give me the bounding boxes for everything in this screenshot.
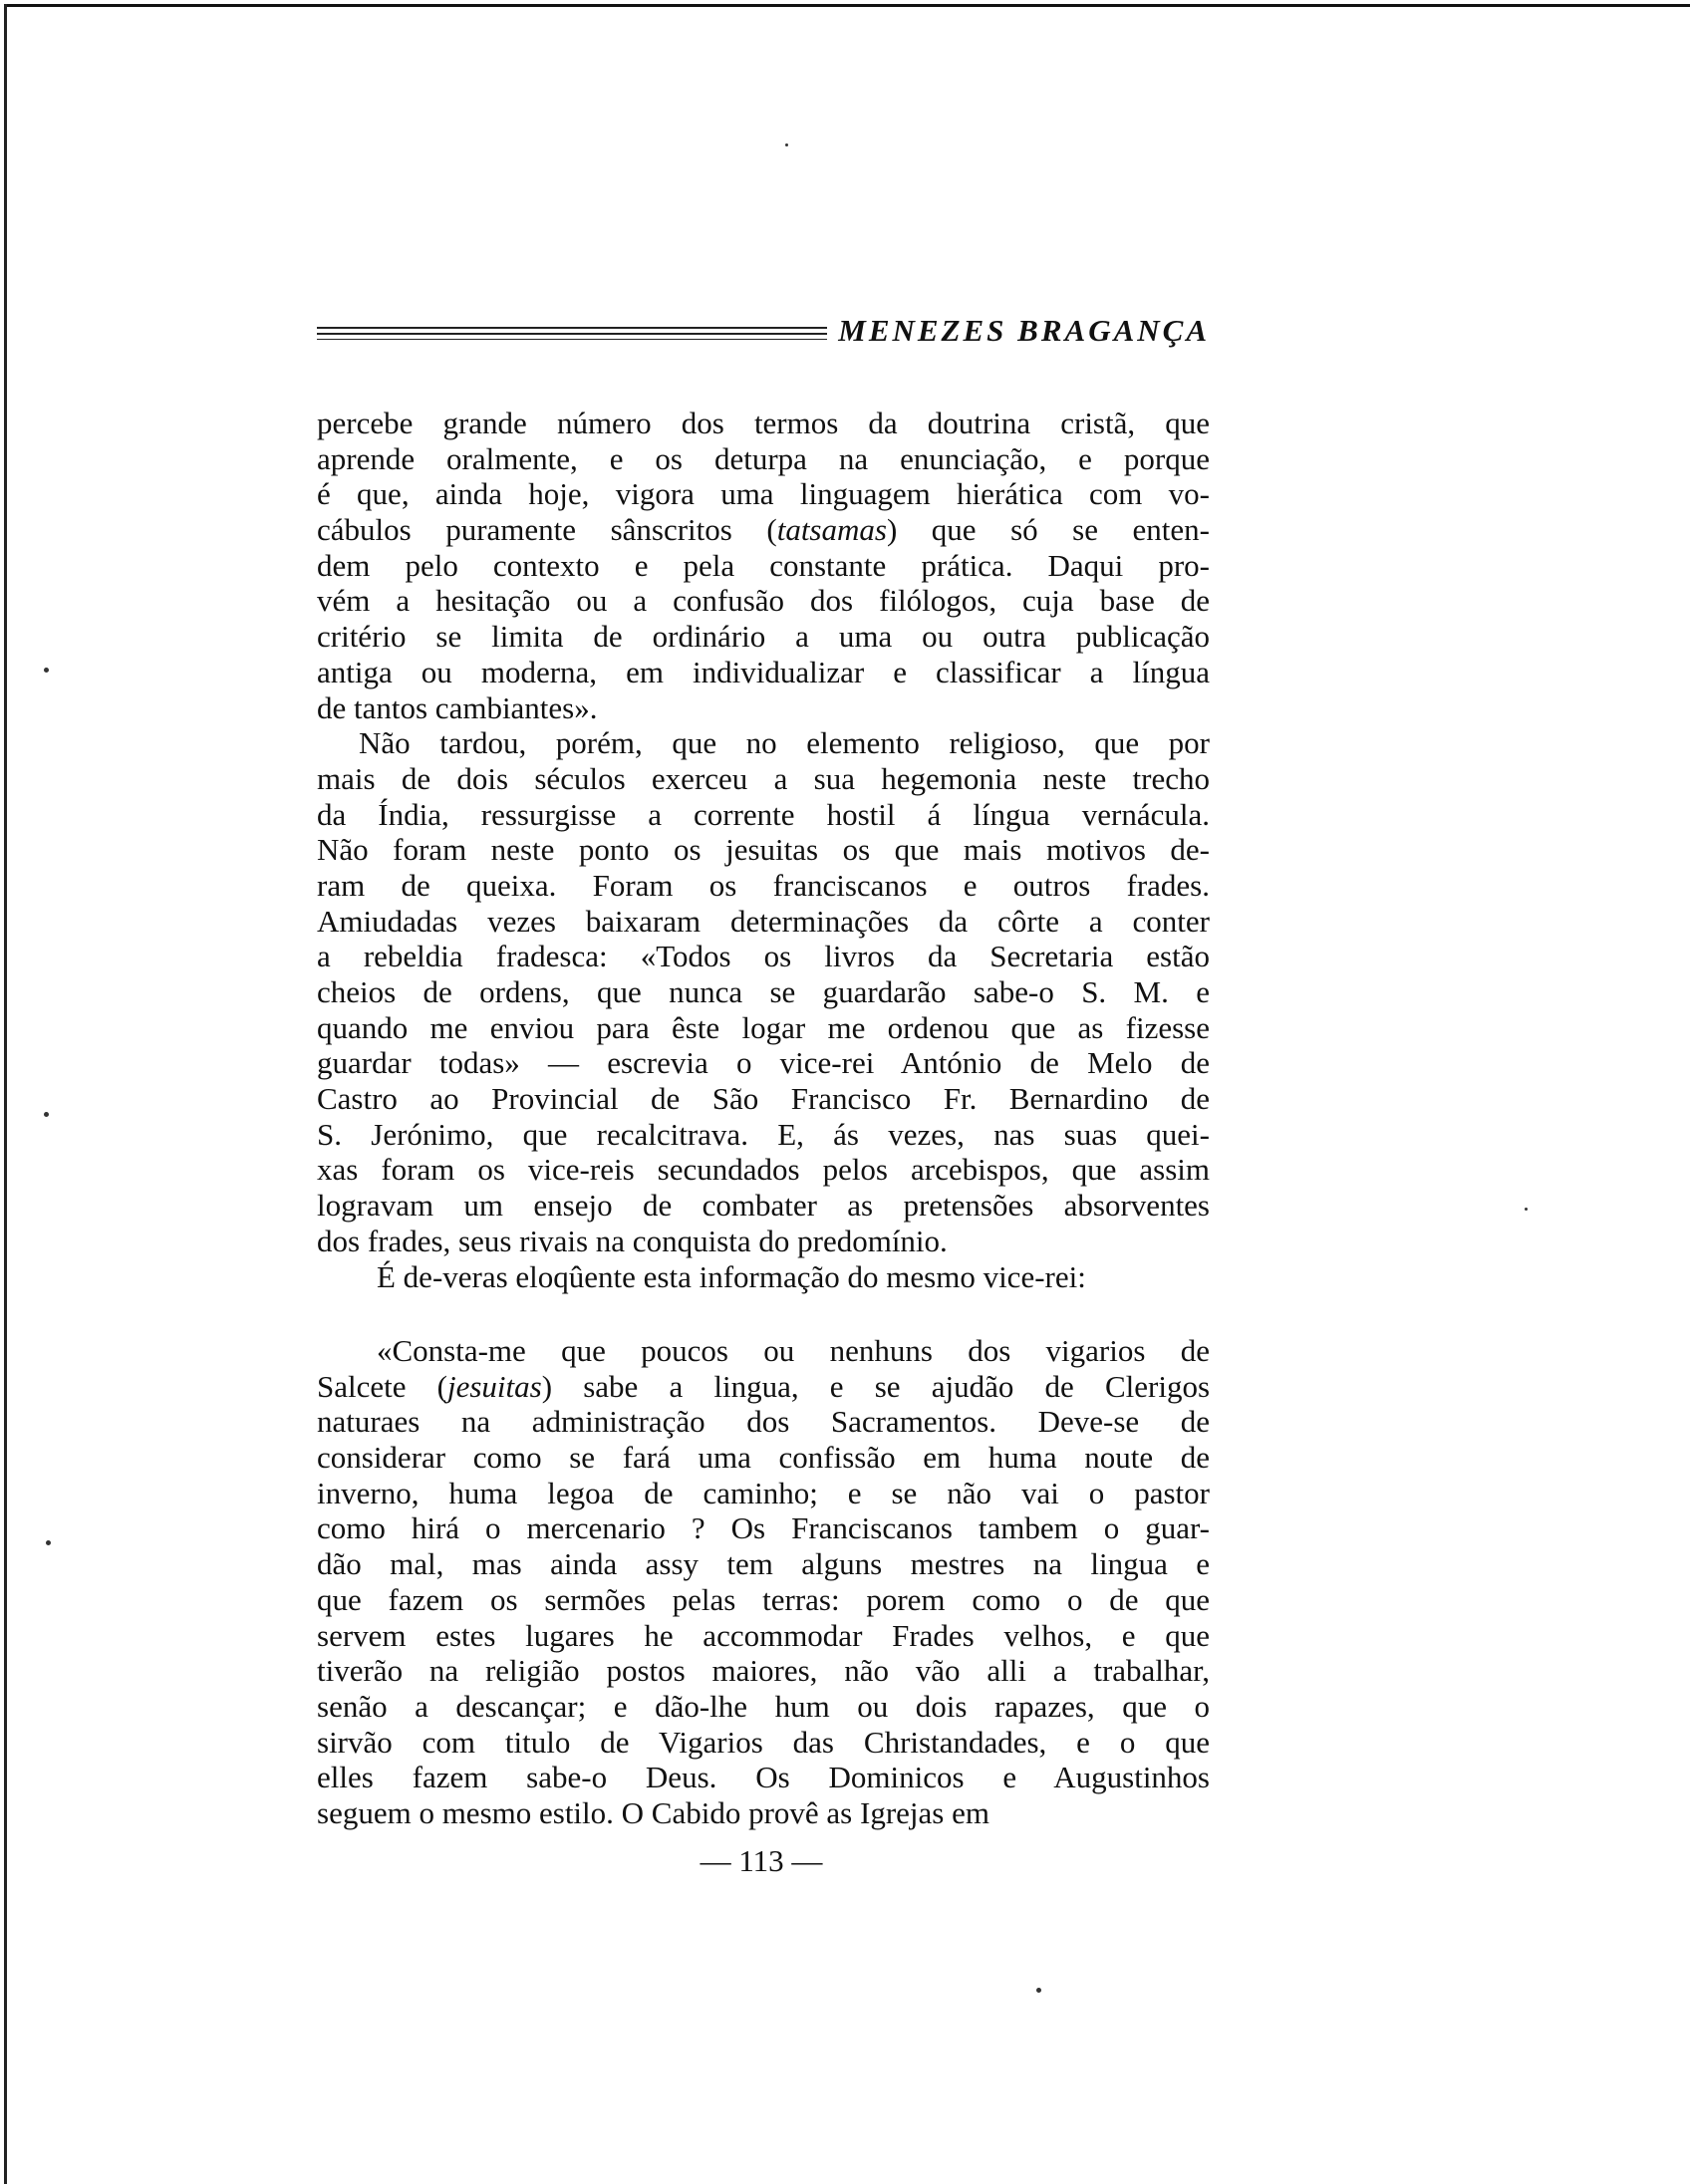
text-run: Não foram neste ponto os jesuitas os que mais motivos de- [317,832,1210,868]
text-run: Não tardou, porém, que no elemento religioso, que por [359,725,1210,761]
text-run: sirvão com titulo de Vigarios das Christandades, e o que [317,1724,1210,1760]
scan-speck [44,1112,49,1117]
text-line [317,1081,1210,1117]
text-run: é que, ainda hoje, vigora uma linguagem hierática com vo- [317,476,1210,512]
text-line [317,725,1210,761]
text-run: como hirá o mercenario ? Os Franciscanos tambem o guar- [317,1510,1210,1546]
text-run: elles fazem sabe-o Deus. Os Dominicos e Augustinhos [317,1760,1210,1795]
text-line [317,1618,1210,1654]
text-line [317,1689,1210,1725]
scan-speck [1525,1208,1528,1211]
text-line [317,1117,1210,1153]
text-run: ram de queixa. Foram os franciscanos e outros frades. [317,867,1210,903]
text-line [317,512,1210,548]
block-quote [317,1333,1210,1831]
text-run: logravam um ensejo de combater as pretensões absorventes [317,1188,1210,1224]
text-run: dão mal, mas ainda assy tem alguns mestres na lingua e [317,1546,1210,1582]
text-line [317,1045,1210,1081]
text-run: que fazem os sermões pelas terras: porem como o de que [317,1581,1210,1617]
scan-border-top [4,4,1690,7]
text-line [317,1224,1210,1259]
text-line [317,619,1210,655]
text-line [317,441,1210,477]
page-number: — 113 — [700,1843,823,1878]
text-line [317,761,1210,797]
scan-speck [46,1540,51,1545]
text-run: S. Jerónimo, que recalcitrava. E, ás vezes, nas suas quei- [317,1116,1210,1152]
text-run: cheios de ordens, que nunca se guardarão sabe-o S. M. e [317,974,1210,1009]
text-line [317,583,1210,619]
text-line [317,1010,1210,1046]
text-line [317,904,1210,940]
text-line [317,1795,1210,1831]
text-run: quando me enviou para êste logar me ordenou que as fizesse [317,1009,1210,1045]
text-run: de tantos cambiantes». [317,689,598,725]
text-line [317,1546,1210,1582]
text-line [317,1333,1210,1369]
text-line [317,797,1210,833]
text-line [317,548,1210,584]
page-number-wrap [0,1843,1690,1879]
text-line [317,1152,1210,1188]
text-line [317,1259,1210,1295]
italic-term: jesuitas [447,1368,542,1404]
body-text [317,406,1210,1294]
text-run: senão a descançar; e dão-lhe hum ou dois rapazes, que o [317,1688,1210,1724]
text-run: «Consta-me que poucos ou nenhuns dos vigarios de [377,1333,1210,1368]
text-run: xas foram os vice-reis secundados pelos arcebispos, que assim [317,1152,1210,1188]
text-run: vém a hesitação ou a confusão dos filólogos, cuja base de [317,583,1210,619]
text-line [317,1653,1210,1689]
scan-speck [44,668,49,673]
text-line [317,655,1210,690]
text-line [317,406,1210,441]
text-line [317,868,1210,904]
text-line [317,974,1210,1010]
text-run: ) sabe a lingua, e se ajudão de Clerigos [541,1368,1211,1404]
text-line [317,1404,1210,1440]
running-title: MENEZES BRAGANÇA [838,313,1210,348]
text-line [317,476,1210,512]
text-run: Castro ao Provincial de São Francisco Fr. Bernardino de [317,1081,1210,1117]
text-run: É de-veras eloqûente esta informação do mesmo vice-rei: [377,1258,1086,1294]
text-run: guardar todas» — escrevia o vice-rei António de Melo de [317,1045,1210,1081]
text-line [317,939,1210,974]
text-run: dem pelo contexto e pela constante prática. Daqui pro- [317,547,1210,583]
header-rule [317,333,827,335]
text-line [317,1510,1210,1546]
text-line [317,690,1210,726]
text-run: inverno, huma legoa de caminho; e se não vai o pastor [317,1475,1210,1510]
text-run: mais de dois séculos exerceu a sua hegemonia neste trecho [317,760,1210,796]
text-line [317,1188,1210,1224]
text-line [317,1369,1210,1405]
text-run: da Índia, ressurgisse a corrente hostil á língua vernácula. [317,796,1210,832]
text-run: Amiudadas vezes baixaram determinações da côrte a conter [317,903,1210,939]
text-run: dos frades, seus rivais na conquista do predomínio. [317,1223,948,1258]
text-line [317,1725,1210,1761]
text-run: cábulos puramente sânscritos ( [317,512,777,548]
text-run: critério se limita de ordinário a uma ou outra publicação [317,619,1210,655]
header-rule [317,327,827,329]
text-run: seguem o mesmo estilo. O Cabido provê as Igrejas em [317,1794,989,1830]
text-run: a rebeldia fradesca: «Todos os livros da Secretaria estão [317,939,1210,974]
running-header [317,311,1210,351]
text-line [317,1440,1210,1476]
text-run: ) que só se enten- [886,512,1210,548]
text-run: servem estes lugares he accommodar Frades velhos, e que [317,1617,1210,1653]
text-run: tiverão na religião postos maiores, não vão alli a trabalhar, [317,1653,1210,1689]
text-run: naturaes na administração dos Sacramentos. Deve-se de [317,1404,1210,1440]
text-run: Salcete ( [317,1368,447,1404]
text-run: aprende oralmente, e os deturpa na enunciação, e porque [317,440,1210,476]
text-line [317,1582,1210,1618]
scan-speck [785,143,788,146]
text-line [317,1476,1210,1511]
text-run: considerar como se fará uma confissão em huma noute de [317,1440,1210,1476]
scan-speck [1036,1988,1041,1993]
text-line [317,832,1210,868]
text-run: percebe grande número dos termos da doutrina cristã, que [317,406,1210,440]
text-line [317,1760,1210,1795]
text-run: antiga ou moderna, em individualizar e classificar a língua [317,654,1210,689]
italic-term: tatsamas [776,512,887,548]
header-rule [317,339,827,340]
